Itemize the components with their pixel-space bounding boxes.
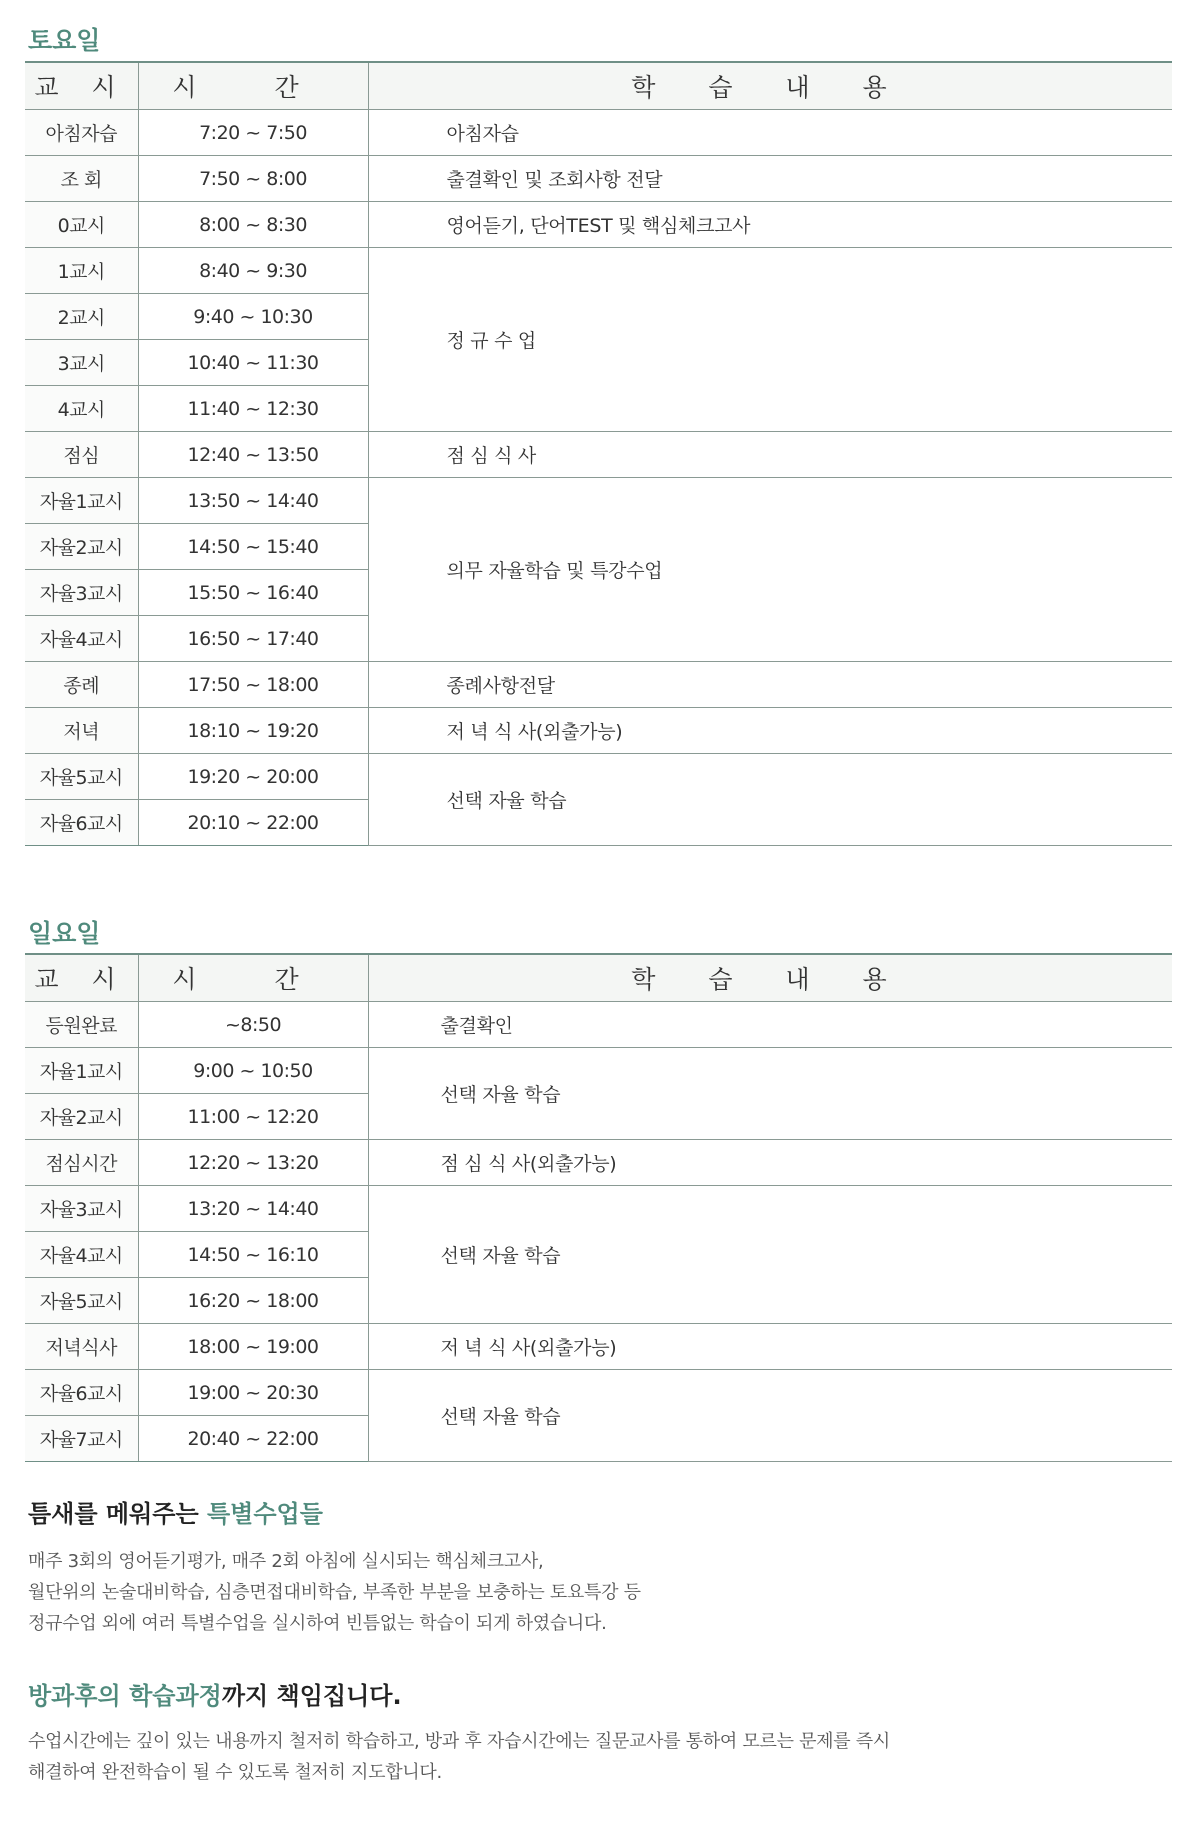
content-cell: 선택 자율 학습 <box>368 1048 1172 1140</box>
content-cell: 선택 자율 학습 <box>368 754 1172 846</box>
table-row <box>25 248 1172 294</box>
table-row <box>25 432 1172 478</box>
special-heading-accent: 특별수업들 <box>207 1500 323 1528</box>
time-cell: ~8:50 <box>138 1002 368 1048</box>
afterschool-heading-accent: 방과후의 학습과정 <box>28 1682 222 1710</box>
period-cell: 저녁식사 <box>25 1324 138 1370</box>
time-cell: 15:50 ~ 16:40 <box>138 570 368 616</box>
sunday-table-body <box>25 1002 1172 1462</box>
time-cell: 13:50 ~ 14:40 <box>138 478 368 524</box>
time-cell: 9:00 ~ 10:50 <box>138 1048 368 1094</box>
period-cell: 1교시 <box>25 248 138 294</box>
special-line-3: 정규수업 외에 여러 특별수업을 실시하여 빈틈없는 학습이 되게 하였습니다. <box>28 1613 607 1634</box>
period-cell: 자율6교시 <box>25 1370 138 1416</box>
period-cell: 자율2교시 <box>25 524 138 570</box>
time-cell: 18:00 ~ 19:00 <box>138 1324 368 1370</box>
content-cell: 정 규 수 업 <box>368 248 1172 432</box>
period-cell: 자율4교시 <box>25 616 138 662</box>
saturday-title: 토요일 <box>28 26 101 55</box>
sunday-title: 일요일 <box>28 919 101 948</box>
period-cell: 자율1교시 <box>25 1048 138 1094</box>
content-cell: 종례사항전달 <box>368 662 1172 708</box>
content-cell: 아침자습 <box>368 110 1172 156</box>
table-row <box>25 1324 1172 1370</box>
period-cell: 자율2교시 <box>25 1094 138 1140</box>
saturday-schedule <box>25 61 1172 846</box>
saturday-table-body <box>25 110 1172 846</box>
header-period: 교 시 <box>25 954 138 1002</box>
special-classes-description <box>28 1546 641 1639</box>
special-line-2: 월단위의 논술대비학습, 심층면접대비학습, 부족한 부분을 보충하는 토요특강 등 <box>28 1582 641 1603</box>
table-row <box>25 754 1172 800</box>
afterschool-heading <box>28 1684 402 1708</box>
special-classes-heading <box>28 1502 323 1526</box>
afterschool-line-1: 수업시간에는 깊이 있는 내용까지 철저히 학습하고, 방과 후 자습시간에는 질문교사를 통하여 모르는 문제를 즉시 <box>28 1731 890 1752</box>
period-cell: 자율6교시 <box>25 800 138 846</box>
special-heading-plain: 틈새를 메워주는 <box>28 1500 207 1528</box>
content-cell: 의무 자율학습 및 특강수업 <box>368 478 1172 662</box>
header-content: 학 습 내 용 <box>368 62 1172 110</box>
time-cell: 11:40 ~ 12:30 <box>138 386 368 432</box>
time-cell: 19:20 ~ 20:00 <box>138 754 368 800</box>
time-cell: 19:00 ~ 20:30 <box>138 1370 368 1416</box>
period-cell: 저녁 <box>25 708 138 754</box>
time-cell: 8:00 ~ 8:30 <box>138 202 368 248</box>
table-row <box>25 708 1172 754</box>
table-row <box>25 1140 1172 1186</box>
afterschool-description <box>28 1726 890 1788</box>
time-cell: 20:40 ~ 22:00 <box>138 1416 368 1462</box>
time-cell: 8:40 ~ 9:30 <box>138 248 368 294</box>
time-cell: 14:50 ~ 16:10 <box>138 1232 368 1278</box>
period-cell: 자율1교시 <box>25 478 138 524</box>
period-cell: 자율5교시 <box>25 1278 138 1324</box>
time-cell: 13:20 ~ 14:40 <box>138 1186 368 1232</box>
period-cell: 조 회 <box>25 156 138 202</box>
table-row <box>25 156 1172 202</box>
period-cell: 자율4교시 <box>25 1232 138 1278</box>
time-cell: 9:40 ~ 10:30 <box>138 294 368 340</box>
time-cell: 7:50 ~ 8:00 <box>138 156 368 202</box>
period-cell: 아침자습 <box>25 110 138 156</box>
time-cell: 12:20 ~ 13:20 <box>138 1140 368 1186</box>
time-cell: 16:20 ~ 18:00 <box>138 1278 368 1324</box>
time-cell: 12:40 ~ 13:50 <box>138 432 368 478</box>
content-cell: 영어듣기, 단어TEST 및 핵심체크고사 <box>368 202 1172 248</box>
table-row <box>25 202 1172 248</box>
period-cell: 자율3교시 <box>25 1186 138 1232</box>
table-header-row <box>25 62 1172 110</box>
time-cell: 14:50 ~ 15:40 <box>138 524 368 570</box>
sunday-table <box>25 953 1172 1462</box>
time-cell: 18:10 ~ 19:20 <box>138 708 368 754</box>
table-row <box>25 1370 1172 1416</box>
header-time: 시 간 <box>138 954 368 1002</box>
period-cell: 자율5교시 <box>25 754 138 800</box>
period-cell: 2교시 <box>25 294 138 340</box>
time-cell: 10:40 ~ 11:30 <box>138 340 368 386</box>
saturday-table <box>25 61 1172 846</box>
period-cell: 자율7교시 <box>25 1416 138 1462</box>
special-line-1: 매주 3회의 영어듣기평가, 매주 2회 아침에 실시되는 핵심체크고사, <box>28 1551 544 1572</box>
content-cell: 점 심 식 사(외출가능) <box>368 1140 1172 1186</box>
table-header-row <box>25 954 1172 1002</box>
table-row <box>25 662 1172 708</box>
period-cell: 0교시 <box>25 202 138 248</box>
table-row <box>25 110 1172 156</box>
content-cell: 출결확인 및 조회사항 전달 <box>368 156 1172 202</box>
time-cell: 7:20 ~ 7:50 <box>138 110 368 156</box>
header-time: 시 간 <box>138 62 368 110</box>
period-cell: 3교시 <box>25 340 138 386</box>
period-cell: 점심 <box>25 432 138 478</box>
content-cell: 점 심 식 사 <box>368 432 1172 478</box>
content-cell: 선택 자율 학습 <box>368 1370 1172 1462</box>
table-row <box>25 478 1172 524</box>
header-content: 학 습 내 용 <box>368 954 1172 1002</box>
afterschool-line-2: 해결하여 완전학습이 될 수 있도록 철저히 지도합니다. <box>28 1762 442 1783</box>
time-cell: 17:50 ~ 18:00 <box>138 662 368 708</box>
table-row <box>25 1002 1172 1048</box>
time-cell: 20:10 ~ 22:00 <box>138 800 368 846</box>
table-row <box>25 1186 1172 1232</box>
content-cell: 저 녁 식 사(외출가능) <box>368 1324 1172 1370</box>
content-cell: 선택 자율 학습 <box>368 1186 1172 1324</box>
afterschool-heading-plain: 까지 책임집니다. <box>221 1682 402 1710</box>
time-cell: 11:00 ~ 12:20 <box>138 1094 368 1140</box>
period-cell: 점심시간 <box>25 1140 138 1186</box>
period-cell: 종례 <box>25 662 138 708</box>
header-period: 교 시 <box>25 62 138 110</box>
content-cell: 출결확인 <box>368 1002 1172 1048</box>
period-cell: 4교시 <box>25 386 138 432</box>
sunday-schedule <box>25 953 1172 1462</box>
period-cell: 등원완료 <box>25 1002 138 1048</box>
period-cell: 자율3교시 <box>25 570 138 616</box>
time-cell: 16:50 ~ 17:40 <box>138 616 368 662</box>
table-row <box>25 1048 1172 1094</box>
content-cell: 저 녁 식 사(외출가능) <box>368 708 1172 754</box>
